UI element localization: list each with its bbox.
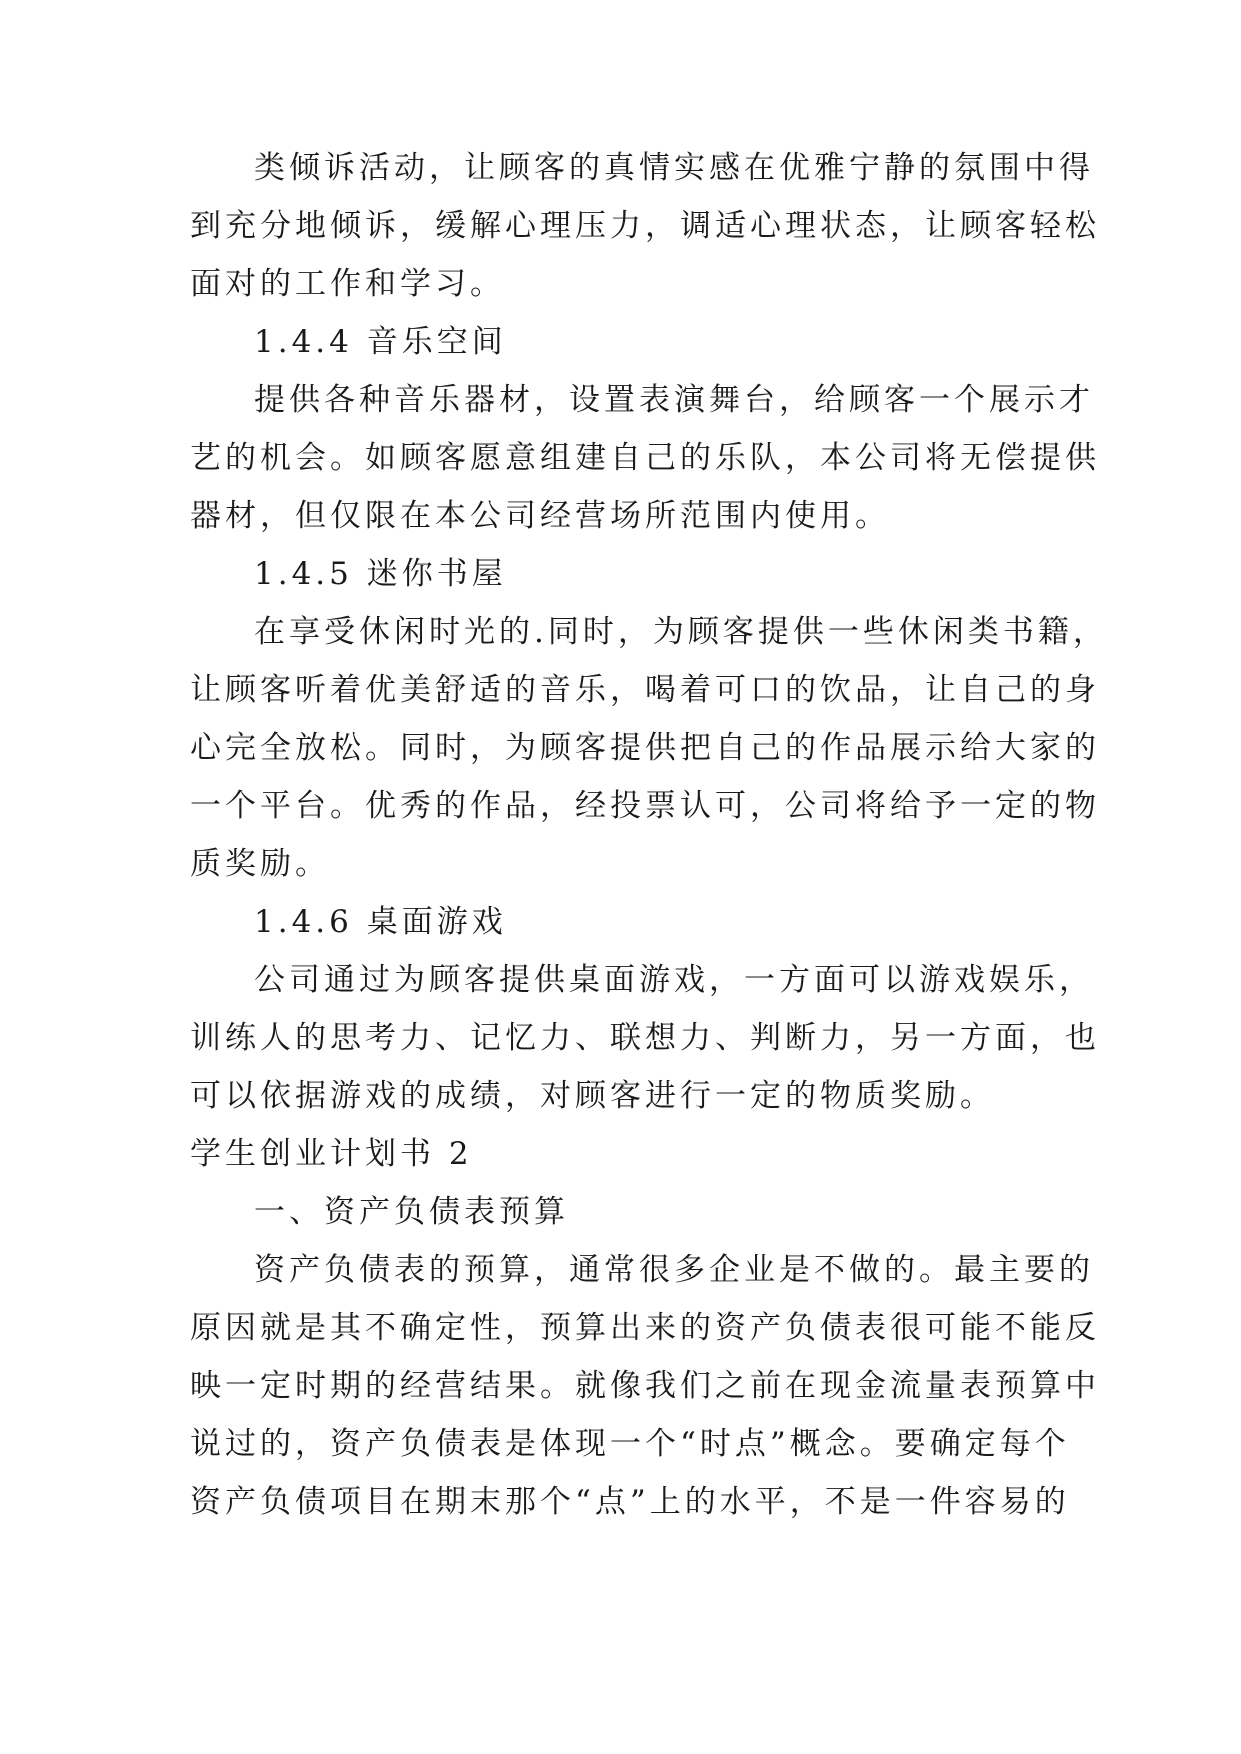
paragraph-line: 质奖励。 [190, 846, 330, 882]
paragraph-line: 原因就是其不确定性，预算出来的资产负债表很可能不能反 [190, 1310, 1100, 1346]
paragraph-line: 让顾客听着优美舒适的音乐，喝着可口的饮品，让自己的身 [190, 672, 1100, 708]
paragraph-line: 艺的机会。如顾客愿意组建自己的乐队，本公司将无偿提供 [190, 440, 1100, 476]
section-heading: 1.4.4 音乐空间 [254, 324, 507, 360]
paragraph-line: 说过的，资产负债表是体现一个“时点”概念。要确定每个 [190, 1426, 1070, 1462]
paragraph-line: 器材，但仅限在本公司经营场所范围内使用。 [190, 498, 890, 534]
paragraph-line: 资产负债项目在期末那个“点”上的水平，不是一件容易的 [190, 1484, 1070, 1520]
section-heading: 1.4.6 桌面游戏 [254, 904, 507, 940]
section-heading: 一、资产负债表预算 [254, 1194, 569, 1230]
section-heading: 1.4.5 迷你书屋 [254, 556, 507, 592]
paragraph-line: 资产负债表的预算，通常很多企业是不做的。最主要的 [254, 1252, 1094, 1288]
paragraph-line: 类倾诉活动，让顾客的真情实感在优雅宁静的氛围中得 [254, 150, 1094, 186]
document-title: 学生创业计划书 2 [190, 1136, 473, 1172]
paragraph-line: 提供各种音乐器材，设置表演舞台，给顾客一个展示才 [254, 382, 1094, 418]
paragraph-line: 在享受休闲时光的.同时，为顾客提供一些休闲类书籍， [254, 614, 1108, 650]
paragraph-line: 训练人的思考力、记忆力、联想力、判断力，另一方面，也 [190, 1020, 1100, 1056]
paragraph-line: 心完全放松。同时，为顾客提供把自己的作品展示给大家的 [190, 730, 1100, 766]
paragraph-line: 到充分地倾诉，缓解心理压力，调适心理状态，让顾客轻松 [190, 208, 1100, 244]
paragraph-line: 映一定时期的经营结果。就像我们之前在现金流量表预算中 [190, 1368, 1100, 1404]
paragraph-line: 公司通过为顾客提供桌面游戏，一方面可以游戏娱乐， [254, 962, 1094, 998]
paragraph-line: 可以依据游戏的成绩，对顾客进行一定的物质奖励。 [190, 1078, 995, 1114]
paragraph-line: 一个平台。优秀的作品，经投票认可，公司将给予一定的物 [190, 788, 1100, 824]
paragraph-line: 面对的工作和学习。 [190, 266, 505, 302]
